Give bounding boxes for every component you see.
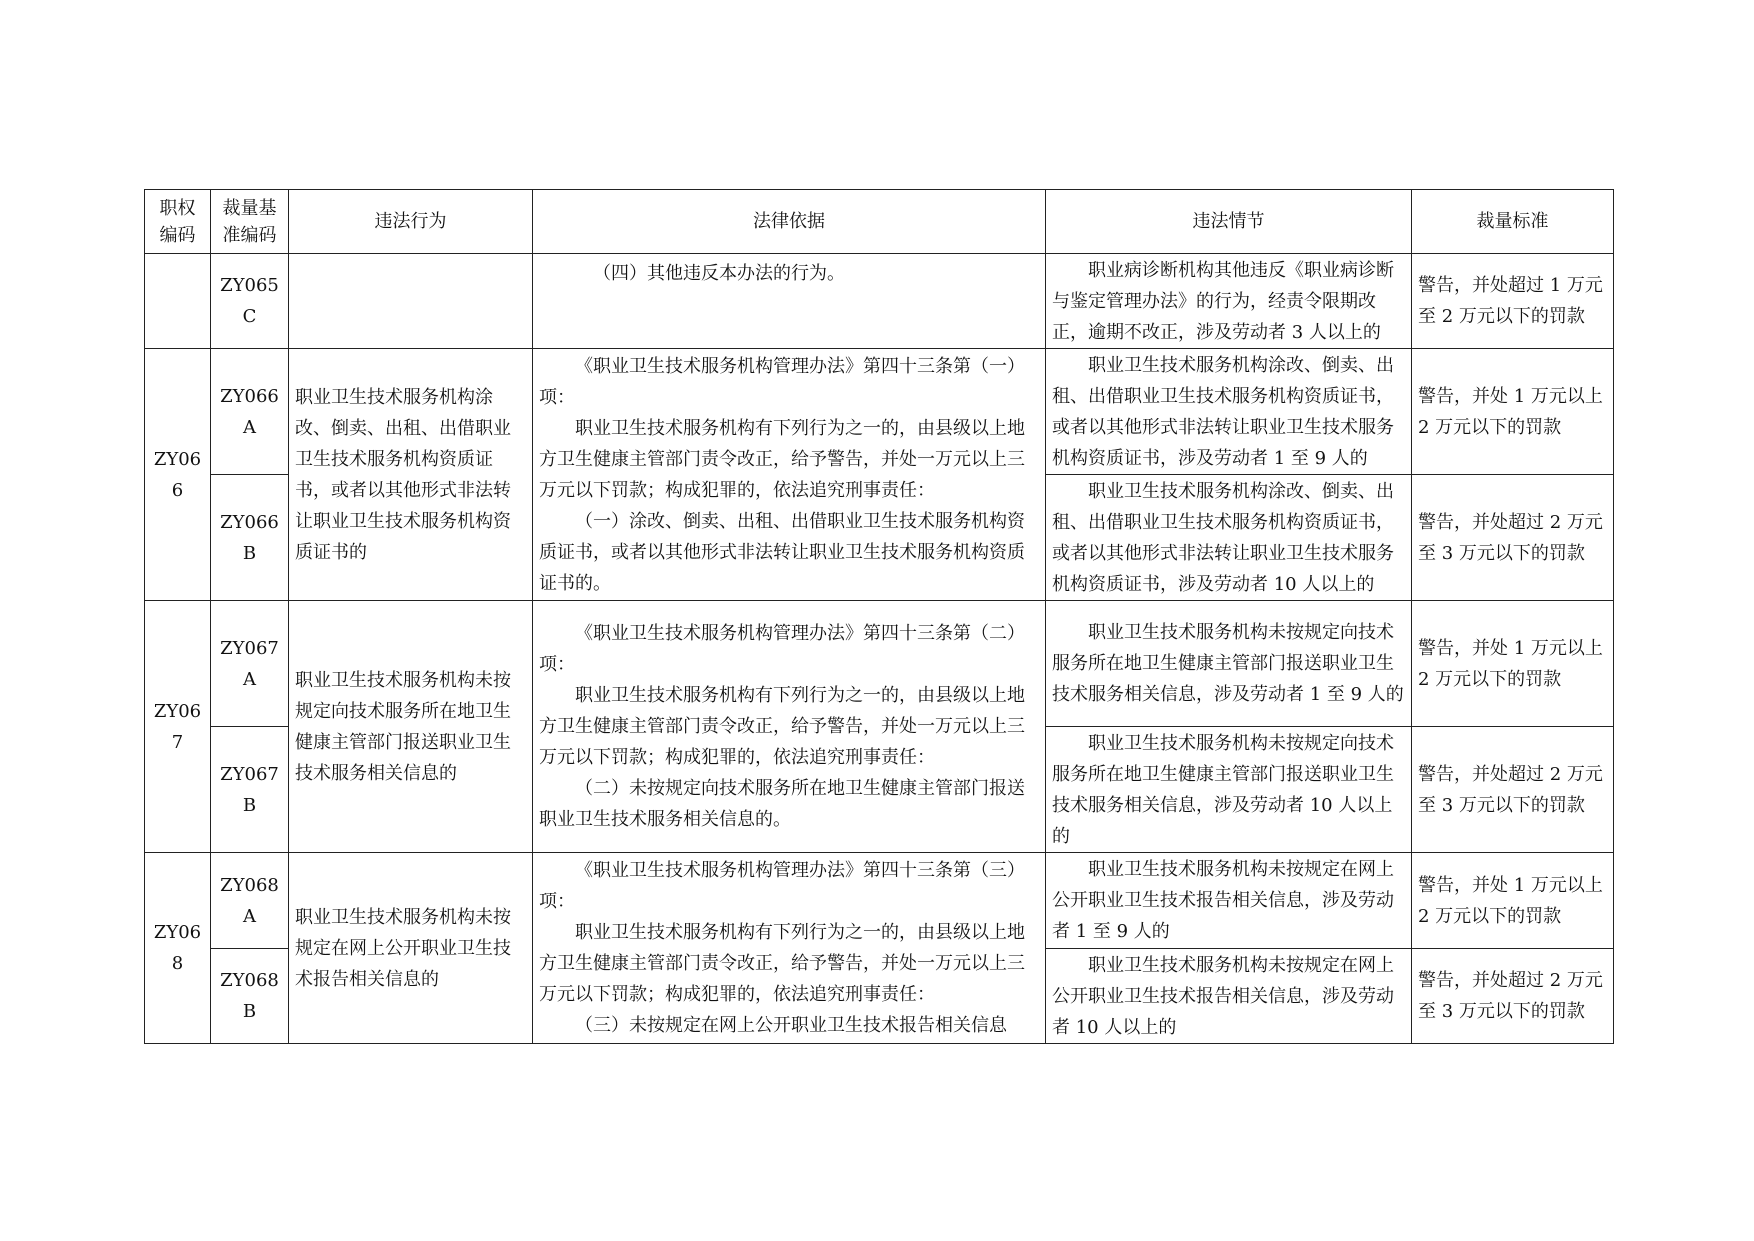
standard-cell: 警告，并处 1 万元以上 2 万元以下的罚款	[1412, 601, 1614, 727]
header-violation: 违法行为	[289, 190, 533, 254]
circumstance-cell: 职业卫生技术服务机构涂改、倒卖、出租、出借职业卫生技术服务机构资质证书，或者以其他形式非法转让职业卫生技术服务机构资质证书，涉及劳动者 1 至 9 人的	[1046, 349, 1412, 475]
basis-item: （二）未按规定向技术服务所在地卫生健康主管部门报送职业卫生技术服务相关信息的。	[539, 778, 1025, 830]
base-code-cell: ZY068B	[211, 949, 289, 1044]
basis-title: 《职业卫生技术服务机构管理办法》第四十三条第（二）项：	[539, 623, 1025, 675]
basis-body: 职业卫生技术服务机构有下列行为之一的，由县级以上地方卫生健康主管部门责令改正，给予警告，并处一万元以上三万元以下罚款；构成犯罪的，依法追究刑事责任：	[539, 922, 1025, 1005]
table-row	[145, 601, 1614, 727]
header-base-code: 裁量基准编码	[211, 190, 289, 254]
standard-cell: 警告，并处超过 2 万元至 3 万元以下的罚款	[1412, 949, 1614, 1044]
base-code-cell: ZY066B	[211, 475, 289, 601]
circumstance-cell: 职业卫生技术服务机构未按规定在网上公开职业卫生技术报告相关信息，涉及劳动者 10 人以上的	[1046, 949, 1412, 1044]
base-code-cell: ZY067B	[211, 727, 289, 853]
table-row	[145, 853, 1614, 949]
header-legal-basis: 法律依据	[533, 190, 1046, 254]
circumstance-cell: 职业病诊断机构其他违反《职业病诊断与鉴定管理办法》的行为，经责令限期改正，逾期不改正，涉及劳动者 3 人以上的	[1046, 254, 1412, 349]
basis-title: 《职业卫生技术服务机构管理办法》第四十三条第（一）项：	[539, 355, 1025, 408]
basis-body: 职业卫生技术服务机构有下列行为之一的，由县级以上地方卫生健康主管部门责令改正，给予警告，并处一万元以上三万元以下罚款；构成犯罪的，依法追究刑事责任：	[539, 417, 1025, 501]
authority-code-cell: ZY067	[145, 601, 211, 853]
circumstance-cell: 职业卫生技术服务机构未按规定在网上公开职业卫生技术报告相关信息，涉及劳动者 1 至 9 人的	[1046, 853, 1412, 949]
legal-basis-cell	[533, 853, 1046, 1044]
authority-code-cell: ZY066	[145, 349, 211, 601]
table-row	[145, 349, 1614, 475]
legal-basis-cell: （四）其他违反本办法的行为。	[533, 254, 1046, 349]
basis-item: （三）未按规定在网上公开职业卫生技术报告相关信息	[575, 1015, 1007, 1036]
standard-cell: 警告，并处超过 2 万元至 3 万元以下的罚款	[1412, 727, 1614, 853]
header-authority-code: 职权编码	[145, 190, 211, 254]
circumstance-cell: 职业卫生技术服务机构未按规定向技术服务所在地卫生健康主管部门报送职业卫生技术服务相关信息，涉及劳动者 1 至 9 人的	[1046, 601, 1412, 727]
legal-basis-cell	[533, 349, 1046, 601]
table-row	[145, 254, 1614, 349]
standard-cell: 警告，并处超过 2 万元至 3 万元以下的罚款	[1412, 475, 1614, 601]
basis-item: （一）涂改、倒卖、出租、出借职业卫生技术服务机构资质证书，或者以其他形式非法转让职业卫生技术服务机构资质证书的。	[539, 510, 1025, 594]
header-standard: 裁量标准	[1412, 190, 1614, 254]
base-code-cell: ZY067A	[211, 601, 289, 727]
base-code-cell: ZY066A	[211, 349, 289, 475]
basis-body: 职业卫生技术服务机构有下列行为之一的，由县级以上地方卫生健康主管部门责令改正，给予警告，并处一万元以上三万元以下罚款；构成犯罪的，依法追究刑事责任：	[539, 685, 1025, 768]
circumstance-cell: 职业卫生技术服务机构未按规定向技术服务所在地卫生健康主管部门报送职业卫生技术服务相关信息，涉及劳动者 10 人以上的	[1046, 727, 1412, 853]
violation-cell	[289, 254, 533, 349]
base-code-cell: ZY065C	[211, 254, 289, 349]
standard-cell: 警告，并处 1 万元以上 2 万元以下的罚款	[1412, 349, 1614, 475]
standard-cell: 警告，并处超过 1 万元至 2 万元以下的罚款	[1412, 254, 1614, 349]
header-circumstance: 违法情节	[1046, 190, 1412, 254]
authority-code-cell: ZY068	[145, 853, 211, 1044]
base-code-cell: ZY068A	[211, 853, 289, 949]
authority-code-cell	[145, 254, 211, 349]
header-row	[145, 190, 1614, 254]
standard-cell: 警告，并处 1 万元以上 2 万元以下的罚款	[1412, 853, 1614, 949]
legal-basis-cell	[533, 601, 1046, 853]
basis-title: 《职业卫生技术服务机构管理办法》第四十三条第（三）项：	[539, 860, 1025, 912]
violation-cell: 职业卫生技术服务机构未按规定向技术服务所在地卫生健康主管部门报送职业卫生技术服务相关信息的	[289, 601, 533, 853]
violation-cell: 职业卫生技术服务机构未按规定在网上公开职业卫生技术报告相关信息的	[289, 853, 533, 1044]
circumstance-cell: 职业卫生技术服务机构涂改、倒卖、出租、出借职业卫生技术服务机构资质证书，或者以其他形式非法转让职业卫生技术服务机构资质证书，涉及劳动者 10 人以上的	[1046, 475, 1412, 601]
discretion-table	[144, 189, 1614, 1044]
violation-cell: 职业卫生技术服务机构涂改、倒卖、出租、出借职业卫生技术服务机构资质证书，或者以其他形式非法转让职业卫生技术服务机构资质证书的	[289, 349, 533, 601]
